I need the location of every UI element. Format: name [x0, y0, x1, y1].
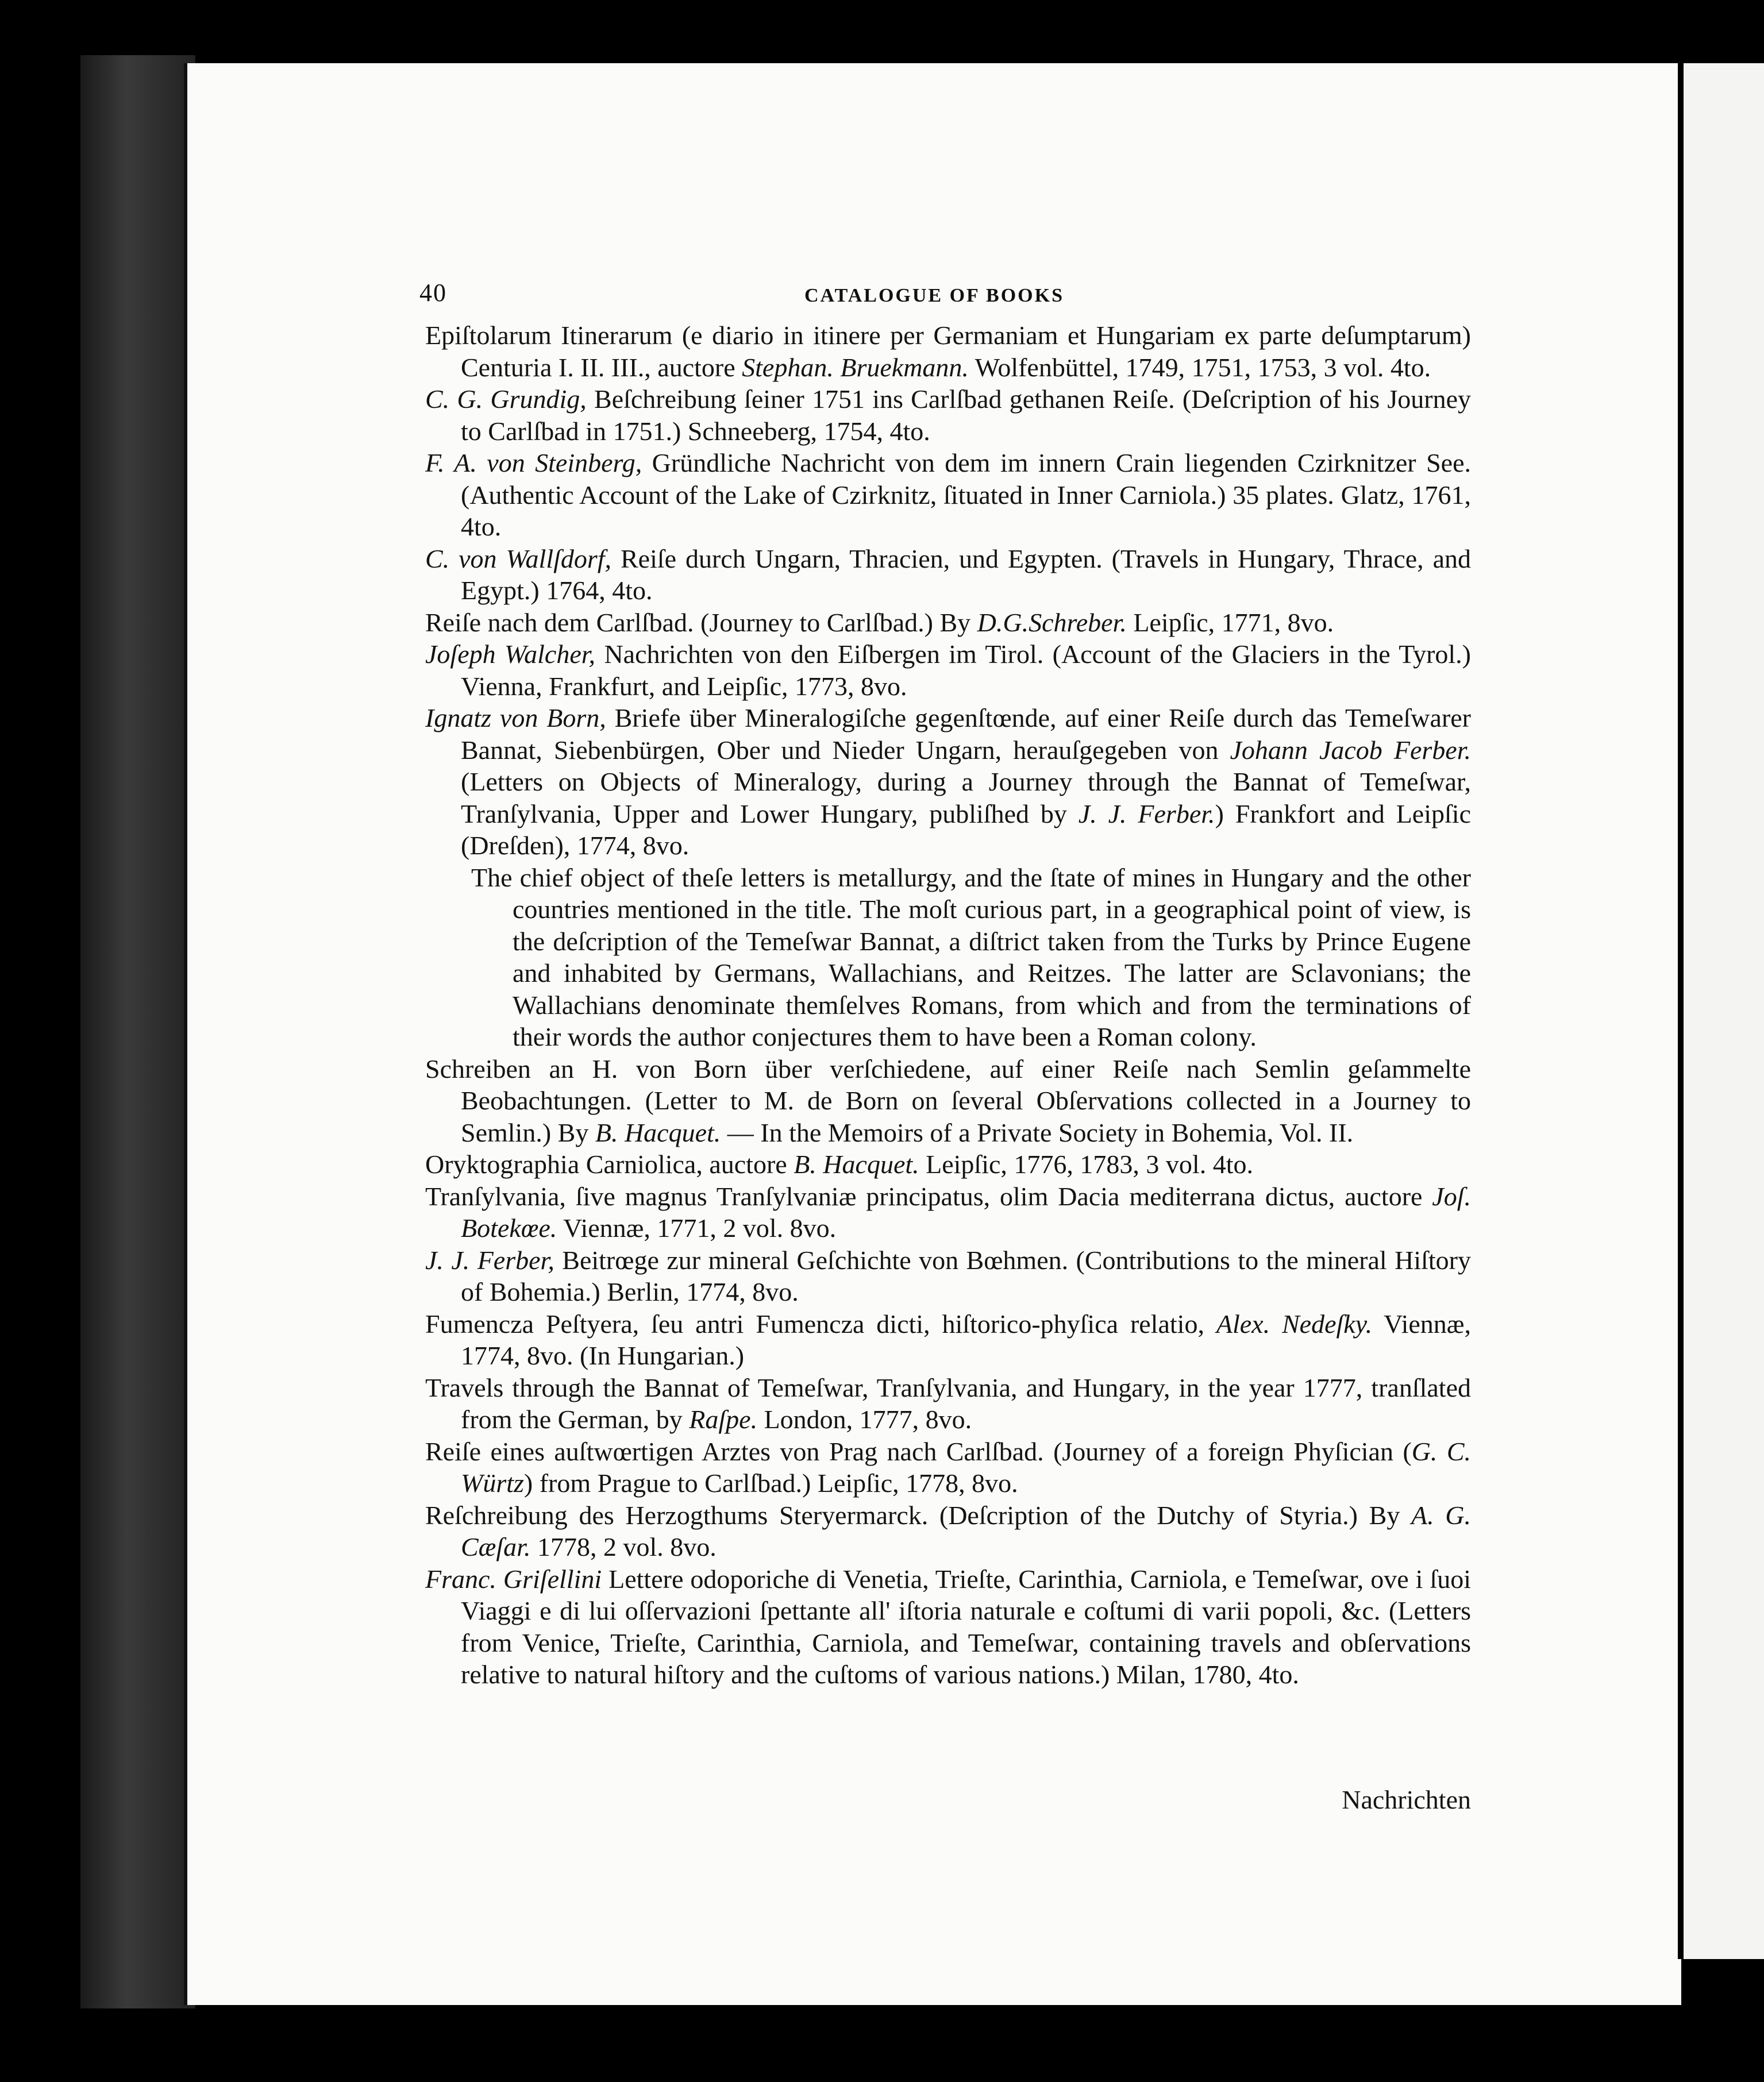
catchword: Nachrichten [1342, 1785, 1471, 1814]
entry-annotation: The chief object of theſe letters is metallurgy, and the ſtate of mines in Hungary and the other countries mentioned in the title. The moſt curious part, in a geographical point of view, is the deſcription of the Temeſwar Bannat, a diſtrict taken from the Turks by Prince Eugene and inhabited by Germans, Wallachians, and Reitzes. The latter are Sclavonians; the Wallachians denominate themſelves Romans, from which and from the terminations of their words the author conjectures them to have been a Roman colony. [471, 862, 1471, 1051]
page-header [419, 278, 1569, 313]
catalogue-entry: F. A. von Steinberg, Gründliche Nachricht von dem im innern Crain liegenden Czirknitzer See. (Authentic Account of the Lake of Czirknitz, ſituated in Inner Carniola.) 35 plates. Glatz, 1761, 4to. [425, 448, 1471, 541]
book-edge [80, 55, 195, 2008]
catalogue-entry: Reſchreibung des Herzogthums Steryermarck. (Deſcription of the Dutchy of Styria.) By A. G. Cæſar. 1778, 2 vol. 8vo. [425, 1500, 1472, 1562]
catalogue-entry: Epiſtolarum Itinerarum (e diario in itinere per Germaniam et Hungariam ex parte deſumptarum) Centuria I. II. III., auctore Stephan. Bruekmann. Wolfenbüttel, 1749, 1751, 1753, 3 vol. 4to. [425, 321, 1471, 382]
catalogue-entry: Franc. Griſellini Lettere odoporiche di Venetia, Trieſte, Carinthia, Carniola, e Temeſwar, ove i ſuoi Viaggi e di lui oſſervazioni ſpettante all' iſtoria naturale e coſtumi di varii popoli, &c. (Letters from Venice, Trieſte, Carinthia, Carniola, and Temeſwar, containing travels and obſervations relative to natural hiſtory and the cuſtoms of various nations.) Milan, 1780, 4to. [425, 1564, 1472, 1689]
catalogue-entry: Reiſe nach dem Carlſbad. (Journey to Carlſbad.) By D.G.Schreber. Leipſic, 1771, 8vo. [425, 607, 1334, 637]
next-page-edge [1678, 63, 1764, 1959]
catalogue-entry: Schreiben an H. von Born über verſchiedene, auf einer Reiſe nach Semlin geſammelte Beobachtungen. (Letter to M. de Born on ſeveral Obſervations collected in a Journey to Semlin.) By B. Hacquet. — In the Memoirs of a Private Society in Bohemia, Vol. II. [425, 1054, 1471, 1147]
page-number: 40 [419, 279, 447, 307]
running-title: CATALOGUE OF BOOKS [804, 285, 1064, 306]
catalogue-entry: Travels through the Bannat of Temeſwar, Tranſylvania, and Hungary, in the year 1777, tranſlated from the German, by Raſpe. London, 1777, 8vo. [425, 1372, 1471, 1434]
catalogue-entry: C. von Wallſdorf, Reiſe durch Ungarn, Thracien, und Egypten. (Travels in Hungary, Thrace, and Egypt.) 1764, 4to. [425, 543, 1471, 605]
catalogue-entry: Reiſe eines auſtwœrtigen Arztes von Prag nach Carlſbad. (Journey of a foreign Phyſician (G. C. Würtz) from Prague to Carlſbad.) Leipſic, 1778, 8vo. [425, 1436, 1472, 1498]
catalogue-entry: J. J. Ferber, Beitrœge zur mineral Geſchichte von Bœhmen. (Contributions to the mineral Hiſtory of Bohemia.) Berlin, 1774, 8vo. [425, 1245, 1471, 1306]
catalogue-entry: Tranſylvania, ſive magnus Tranſylvaniæ principatus, olim Dacia mediterrana dictus, auctore Joſ. Botekœe. Viennæ, 1771, 2 vol. 8vo. [425, 1181, 1471, 1243]
catalogue-entry: Fumencza Peſtyera, ſeu antri Fumencza dicti, hiſtorico-phyſica relatio, Alex. Nedeſky. Viennæ, 1774, 8vo. (In Hungarian.) [425, 1309, 1471, 1370]
catalogue-entry: C. G. Grundig, Beſchreibung ſeiner 1751 ins Carlſbad gethanen Reiſe. (Deſcription of his Journey to Carlſbad in 1751.) Schneeberg, 1754, 4to. [425, 384, 1472, 446]
catalogue-entry: Ignatz von Born, Briefe über Mineralogiſche gegenſtœnde, auf einer Reiſe durch das Temeſwarer Bannat, Siebenbürgen, Ober und Nieder Ungarn, herauſgegeben von Johann Jacob Ferber. (Letters on Objects of Mineralogy, during a Journey through the Bannat of Temeſwar, Tranſylvania, Upper and Lower Hungary, publiſhed by J. J. Ferber.) Frankfort and Leipſic (Dreſden), 1774, 8vo. [425, 703, 1471, 860]
catalogue-entry: Oryktographia Carniolica, auctore B. Hacquet. Leipſic, 1776, 1783, 3 vol. 4to. [425, 1150, 1253, 1179]
catalogue-entry: Joſeph Walcher, Nachrichten von den Eiſbergen im Tirol. (Account of the Glaciers in the Tyrol.) Vienna, Frankfurt, and Leipſic, 1773, 8vo. [425, 639, 1471, 701]
catalogue-text [425, 319, 1471, 1691]
